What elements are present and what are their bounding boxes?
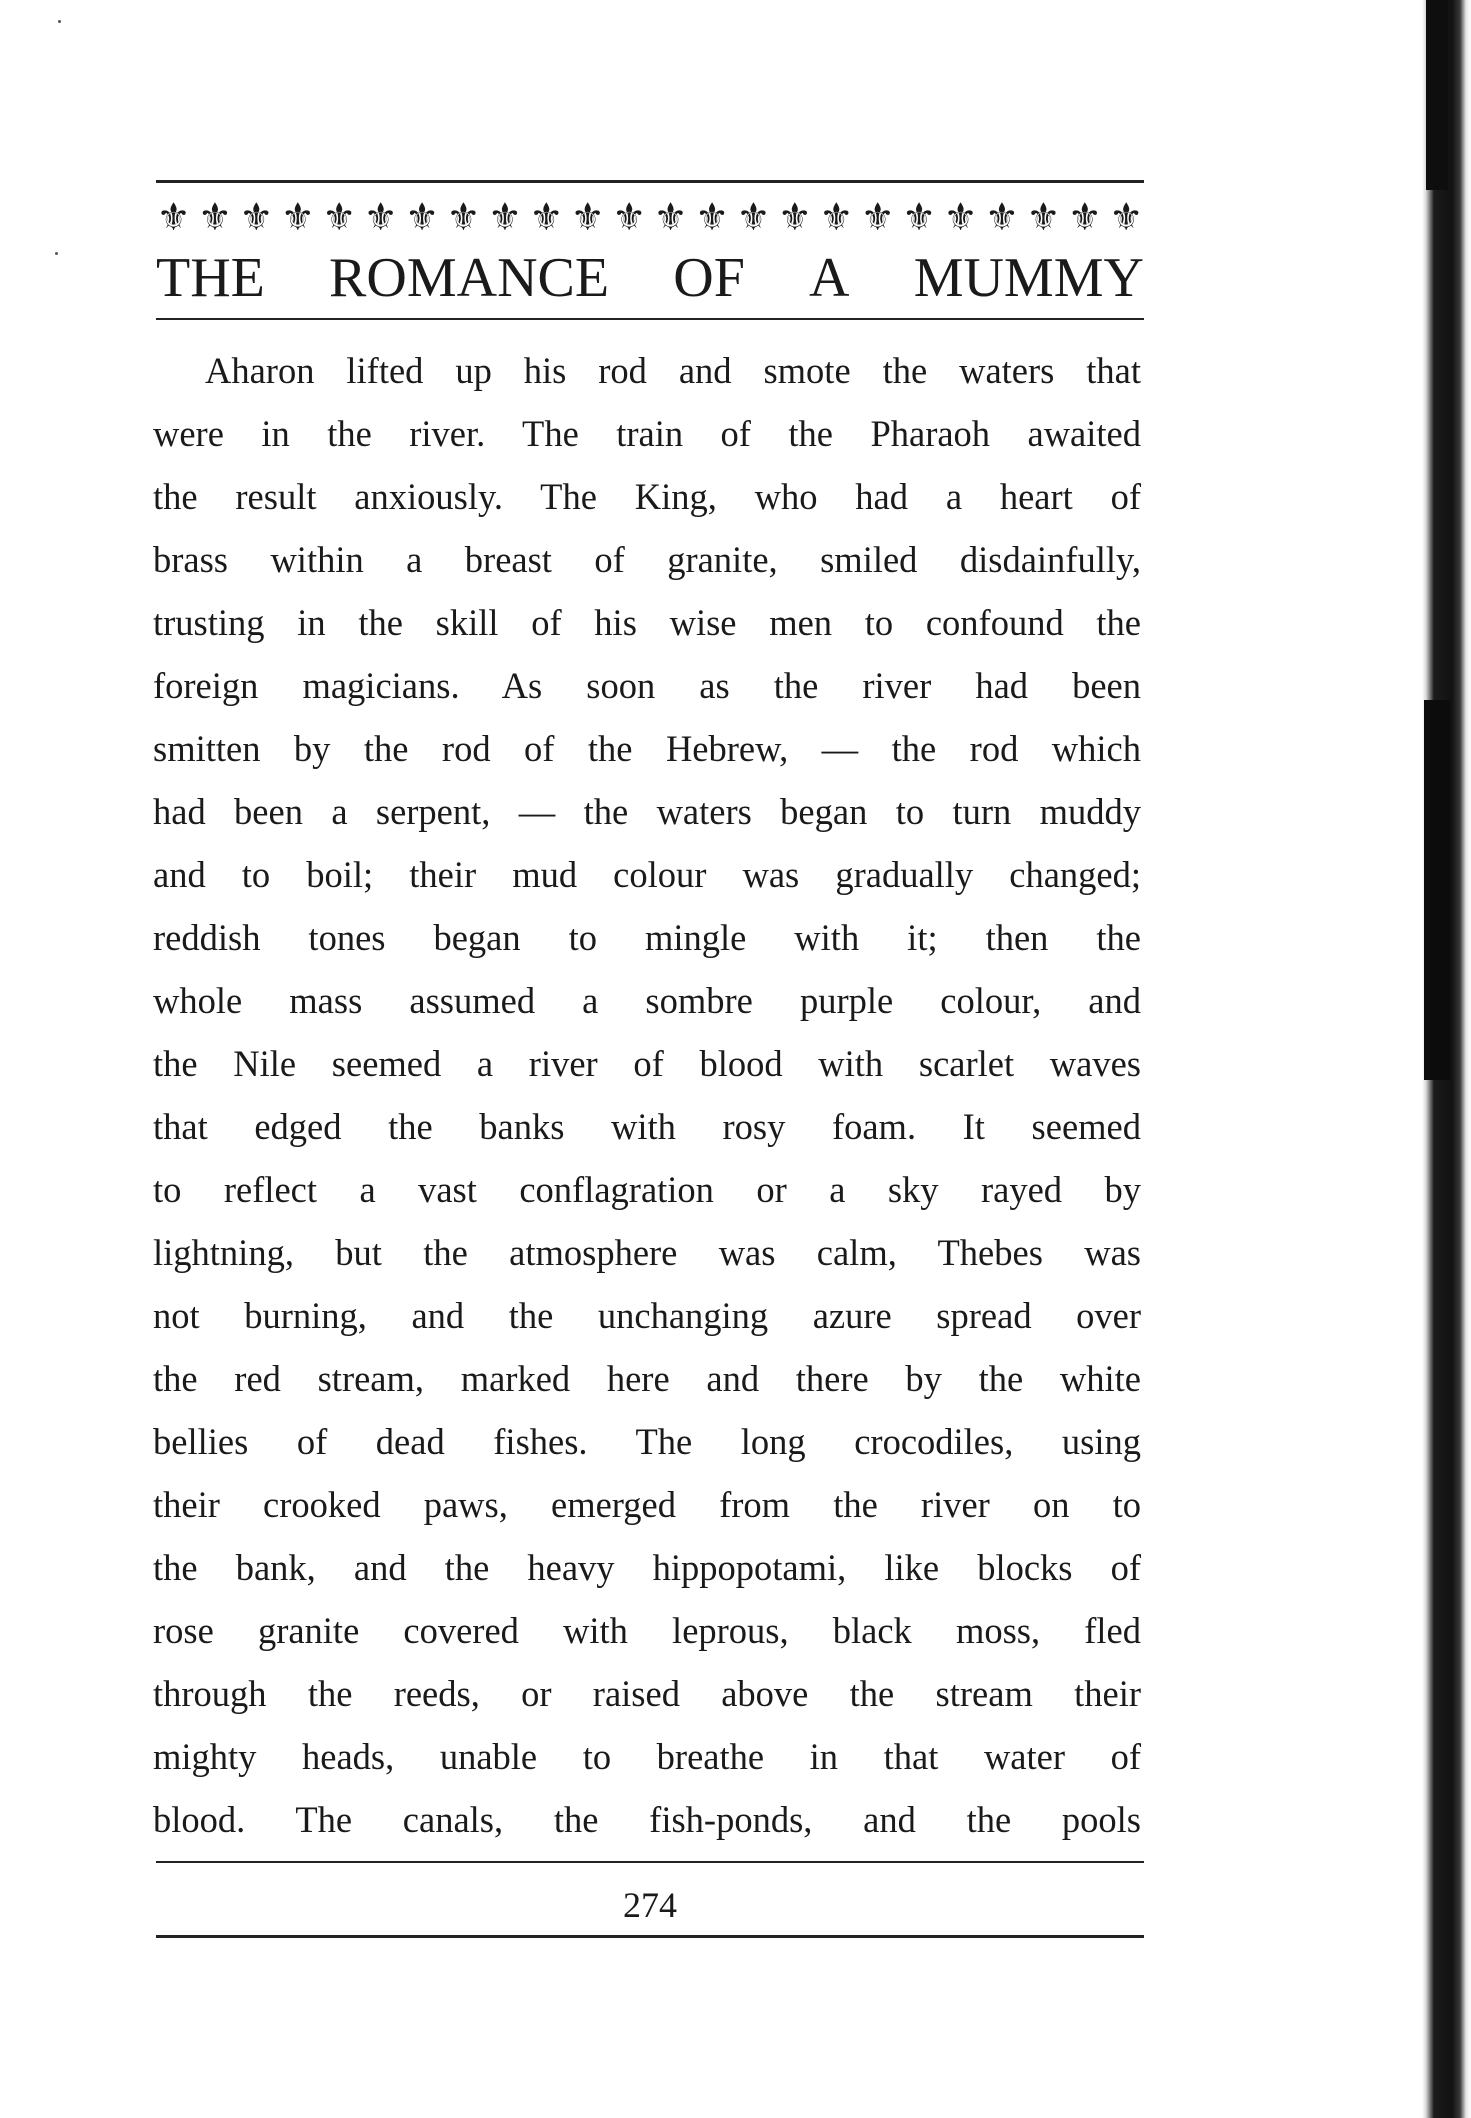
fleuron-ornament-row <box>156 190 1144 244</box>
text-line: the Nile seemed a river of blood with scarlet waves <box>153 1043 1141 1084</box>
text-line: lightning, but the atmosphere was calm, Thebes was <box>153 1232 1141 1273</box>
page-number: 274 <box>623 1885 677 1925</box>
fleuron-icon: ⚜ <box>363 195 398 239</box>
fleuron-icon: ⚜ <box>322 195 357 239</box>
running-head-word: OF <box>673 247 745 309</box>
fleuron-icon: ⚜ <box>570 195 605 239</box>
fleuron-icon: ⚜ <box>529 195 564 239</box>
fleuron-icon: ⚜ <box>860 195 895 239</box>
speck <box>55 252 58 255</box>
text-line: blood. The canals, the fish-ponds, and the pools <box>153 1799 1141 1840</box>
fleuron-icon: ⚜ <box>984 195 1019 239</box>
text-line: their crooked paws, emerged from the river on to <box>153 1484 1141 1525</box>
running-head-word: THE <box>156 247 265 309</box>
header-rule <box>156 318 1144 320</box>
text-line: whole mass assumed a sombre purple colour, and <box>153 980 1141 1021</box>
fleuron-icon: ⚜ <box>280 195 315 239</box>
fleuron-icon: ⚜ <box>487 195 522 239</box>
text-line: trusting in the skill of his wise men to confound the <box>153 602 1141 643</box>
fleuron-icon: ⚜ <box>1109 195 1144 239</box>
text-line: bellies of dead fishes. The long crocodiles, using <box>153 1421 1141 1462</box>
footer-rule <box>156 1861 1144 1863</box>
text-line: foreign magicians. As soon as the river had been <box>153 665 1141 706</box>
fleuron-icon: ⚜ <box>404 195 440 239</box>
body-text <box>153 339 1141 1851</box>
binding-dark-band <box>1424 700 1450 1080</box>
fleuron-icon: ⚜ <box>612 195 647 239</box>
speck <box>58 20 61 23</box>
text-line: smitten by the rod of the Hebrew, — the rod which <box>153 728 1141 769</box>
text-line: not burning, and the unchanging azure spread over <box>153 1295 1141 1336</box>
bottom-rule <box>156 1935 1144 1938</box>
running-head-word: ROMANCE <box>329 247 610 309</box>
fleuron-icon: ⚜ <box>819 195 854 239</box>
text-line: the bank, and the heavy hippopotami, like blocks of <box>153 1547 1141 1588</box>
fleuron-icon: ⚜ <box>653 195 688 239</box>
fleuron-icon: ⚜ <box>197 195 232 239</box>
fleuron-icon: ⚜ <box>777 195 812 239</box>
running-head <box>156 246 1144 310</box>
text-line: brass within a breast of granite, smiled disdainfully, <box>153 539 1141 580</box>
text-line: Aharon lifted up his rod and smote the waters that <box>205 350 1141 391</box>
text-line: to reflect a vast conflagration or a sky rayed by <box>153 1169 1141 1210</box>
fleuron-icon: ⚜ <box>902 195 937 239</box>
text-line: the result anxiously. The King, who had a heart of <box>153 476 1141 517</box>
fleuron-icon: ⚜ <box>1067 195 1102 239</box>
fleuron-icon: ⚜ <box>943 195 978 239</box>
fleuron-icon: ⚜ <box>446 195 481 239</box>
fleuron-icon: ⚜ <box>736 195 771 239</box>
text-line: had been a serpent, — the waters began to turn muddy <box>153 791 1141 832</box>
text-line: rose granite covered with leprous, black moss, fled <box>153 1610 1141 1651</box>
text-line: and to boil; their mud colour was gradually changed; <box>153 854 1141 895</box>
text-line: through the reeds, or raised above the stream their <box>153 1673 1141 1714</box>
text-line: were in the river. The train of the Pharaoh awaited <box>153 413 1141 454</box>
fleuron-icon: ⚜ <box>239 195 274 239</box>
text-line: reddish tones began to mingle with it; then the <box>153 917 1141 958</box>
fleuron-icon: ⚜ <box>694 195 730 239</box>
fleuron-icon: ⚜ <box>156 195 191 239</box>
running-head-word: A <box>809 247 850 309</box>
fleuron-icon: ⚜ <box>1026 195 1061 239</box>
text-line: the red stream, marked here and there by the white <box>153 1358 1141 1399</box>
binding-dark-band-top <box>1426 0 1448 190</box>
top-rule <box>156 180 1144 183</box>
text-line: that edged the banks with rosy foam. It seemed <box>153 1106 1141 1147</box>
text-line: mighty heads, unable to breathe in that water of <box>153 1736 1141 1777</box>
running-head-word: MUMMY <box>913 247 1144 309</box>
